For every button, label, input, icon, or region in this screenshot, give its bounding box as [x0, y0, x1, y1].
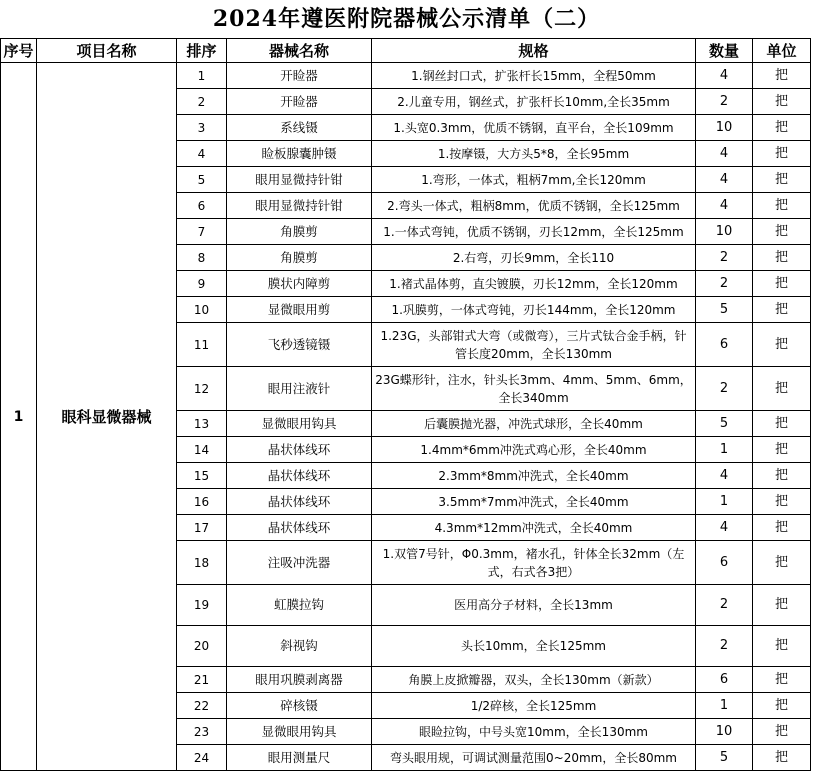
cell-order: 2: [177, 89, 227, 115]
cell-name: 碎核镊: [227, 693, 372, 719]
cell-unit: 把: [753, 115, 811, 141]
cell-spec: 1.双管7号针，Φ0.3mm，褚水孔，针体全长32mm（左式，右式各3把）: [372, 541, 696, 585]
cell-spec: 3.5mm*7mm冲洗式，全长40mm: [372, 489, 696, 515]
cell-unit: 把: [753, 541, 811, 585]
cell-name: 开睑器: [227, 63, 372, 89]
cell-spec: 1.按摩镊，大方头5*8，全长95mm: [372, 141, 696, 167]
cell-unit: 把: [753, 89, 811, 115]
cell-qty: 4: [696, 193, 753, 219]
cell-order: 12: [177, 367, 227, 411]
cell-unit: 把: [753, 367, 811, 411]
cell-unit: 把: [753, 515, 811, 541]
cell-name: 显微眼用剪: [227, 297, 372, 323]
cell-spec: 1.褚式晶体剪，直尖镀膜，刃长12mm，全长120mm: [372, 271, 696, 297]
cell-qty: 5: [696, 411, 753, 437]
cell-qty: 10: [696, 115, 753, 141]
cell-order: 1: [177, 63, 227, 89]
cell-qty: 10: [696, 219, 753, 245]
cell-qty: 1: [696, 693, 753, 719]
cell-unit: 把: [753, 245, 811, 271]
cell-name: 系线镊: [227, 115, 372, 141]
cell-order: 14: [177, 437, 227, 463]
cell-spec: 2.3mm*8mm冲洗式，全长40mm: [372, 463, 696, 489]
cell-name: 膜状内障剪: [227, 271, 372, 297]
group-project: 眼科显微器械: [37, 63, 177, 771]
cell-qty: 5: [696, 297, 753, 323]
cell-unit: 把: [753, 167, 811, 193]
cell-name: 眼用显微持针钳: [227, 193, 372, 219]
cell-order: 19: [177, 585, 227, 626]
cell-spec: 1.23G，头部钳式大弯（或微弯），三片式钛合金手柄，针管长度20mm，全长130mm: [372, 323, 696, 367]
cell-spec: 医用高分子材料，全长13mm: [372, 585, 696, 626]
cell-name: 飞秒透镜镊: [227, 323, 372, 367]
cell-unit: 把: [753, 719, 811, 745]
cell-name: 角膜剪: [227, 245, 372, 271]
cell-spec: 1/2碎核，全长125mm: [372, 693, 696, 719]
cell-qty: 5: [696, 745, 753, 771]
cell-name: 晶状体线环: [227, 515, 372, 541]
cell-order: 15: [177, 463, 227, 489]
cell-qty: 2: [696, 367, 753, 411]
cell-qty: 6: [696, 667, 753, 693]
cell-name: 晶状体线环: [227, 463, 372, 489]
cell-spec: 4.3mm*12mm冲洗式，全长40mm: [372, 515, 696, 541]
cell-spec: 2.右弯，刃长9mm，全长110: [372, 245, 696, 271]
cell-order: 16: [177, 489, 227, 515]
cell-name: 晶状体线环: [227, 437, 372, 463]
cell-qty: 2: [696, 626, 753, 667]
cell-qty: 2: [696, 245, 753, 271]
cell-qty: 4: [696, 63, 753, 89]
cell-name: 睑板腺囊肿镊: [227, 141, 372, 167]
cell-order: 6: [177, 193, 227, 219]
table-body: [1, 63, 811, 771]
cell-unit: 把: [753, 193, 811, 219]
cell-unit: 把: [753, 667, 811, 693]
header-project: 项目名称: [37, 39, 177, 63]
equipment-table: [0, 38, 811, 771]
cell-order: 7: [177, 219, 227, 245]
cell-order: 20: [177, 626, 227, 667]
cell-order: 21: [177, 667, 227, 693]
cell-order: 17: [177, 515, 227, 541]
cell-qty: 1: [696, 489, 753, 515]
header-name: 器械名称: [227, 39, 372, 63]
header-unit: 单位: [753, 39, 811, 63]
cell-order: 8: [177, 245, 227, 271]
cell-order: 3: [177, 115, 227, 141]
group-seq: 1: [1, 63, 37, 771]
cell-qty: 4: [696, 463, 753, 489]
header-order: 排序: [177, 39, 227, 63]
cell-spec: 弯头眼用规，可调试测量范围0~20mm，全长80mm: [372, 745, 696, 771]
cell-order: 10: [177, 297, 227, 323]
page-title: 2024年遵医附院器械公示清单（二）: [212, 6, 601, 32]
cell-unit: 把: [753, 626, 811, 667]
cell-unit: 把: [753, 63, 811, 89]
cell-unit: 把: [753, 489, 811, 515]
cell-order: 5: [177, 167, 227, 193]
cell-name: 虹膜拉钩: [227, 585, 372, 626]
cell-qty: 1: [696, 437, 753, 463]
cell-unit: 把: [753, 141, 811, 167]
cell-unit: 把: [753, 463, 811, 489]
cell-unit: 把: [753, 693, 811, 719]
cell-unit: 把: [753, 437, 811, 463]
cell-name: 眼用显微持针钳: [227, 167, 372, 193]
cell-qty: 10: [696, 719, 753, 745]
cell-unit: 把: [753, 219, 811, 245]
cell-spec: 1.一体式弯钝，优质不锈钢，刃长12mm，全长125mm: [372, 219, 696, 245]
header-qty: 数量: [696, 39, 753, 63]
cell-order: 9: [177, 271, 227, 297]
cell-qty: 4: [696, 167, 753, 193]
cell-spec: 1.巩膜剪，一体式弯钝，刃长144mm，全长120mm: [372, 297, 696, 323]
cell-name: 眼用巩膜剥离器: [227, 667, 372, 693]
cell-order: 4: [177, 141, 227, 167]
cell-order: 22: [177, 693, 227, 719]
header-seq: 序号: [1, 39, 37, 63]
cell-unit: 把: [753, 297, 811, 323]
cell-name: 角膜剪: [227, 219, 372, 245]
cell-order: 11: [177, 323, 227, 367]
cell-spec: 1.弯形，一体式，粗柄7mm,全长120mm: [372, 167, 696, 193]
cell-name: 显微眼用钩具: [227, 719, 372, 745]
cell-spec: 1.钢丝封口式，扩张杆长15mm，全程50mm: [372, 63, 696, 89]
cell-spec: 头长10mm，全长125mm: [372, 626, 696, 667]
cell-order: 24: [177, 745, 227, 771]
cell-order: 23: [177, 719, 227, 745]
cell-unit: 把: [753, 271, 811, 297]
cell-qty: 4: [696, 141, 753, 167]
header-row: [1, 39, 811, 63]
cell-spec: 后囊膜抛光器，冲洗式球形，全长40mm: [372, 411, 696, 437]
cell-name: 开睑器: [227, 89, 372, 115]
cell-name: 晶状体线环: [227, 489, 372, 515]
cell-name: 斜视钩: [227, 626, 372, 667]
cell-spec: 眼睑拉钩，中号头宽10mm，全长130mm: [372, 719, 696, 745]
cell-unit: 把: [753, 411, 811, 437]
cell-name: 眼用测量尺: [227, 745, 372, 771]
cell-spec: 2.弯头一体式，粗柄8mm，优质不锈钢，全长125mm: [372, 193, 696, 219]
cell-unit: 把: [753, 585, 811, 626]
cell-qty: 6: [696, 541, 753, 585]
cell-name: 眼用注液针: [227, 367, 372, 411]
cell-unit: 把: [753, 323, 811, 367]
cell-qty: 2: [696, 89, 753, 115]
cell-name: 显微眼用钩具: [227, 411, 372, 437]
cell-spec: 23G蝶形针，注水，针头长3mm、4mm、5mm、6mm，全长340mm: [372, 367, 696, 411]
cell-spec: 角膜上皮掀瓣器，双头，全长130mm（新款）: [372, 667, 696, 693]
cell-qty: 4: [696, 515, 753, 541]
header-spec: 规格: [372, 39, 696, 63]
cell-order: 13: [177, 411, 227, 437]
table-row: [1, 63, 811, 89]
cell-spec: 1.4mm*6mm冲洗式鸡心形，全长40mm: [372, 437, 696, 463]
cell-qty: 6: [696, 323, 753, 367]
cell-qty: 2: [696, 271, 753, 297]
cell-spec: 1.头宽0.3mm，优质不锈钢，直平台，全长109mm: [372, 115, 696, 141]
cell-spec: 2.儿童专用，钢丝式，扩张杆长10mm,全长35mm: [372, 89, 696, 115]
cell-qty: 2: [696, 585, 753, 626]
cell-unit: 把: [753, 745, 811, 771]
cell-order: 18: [177, 541, 227, 585]
cell-name: 注吸冲洗器: [227, 541, 372, 585]
